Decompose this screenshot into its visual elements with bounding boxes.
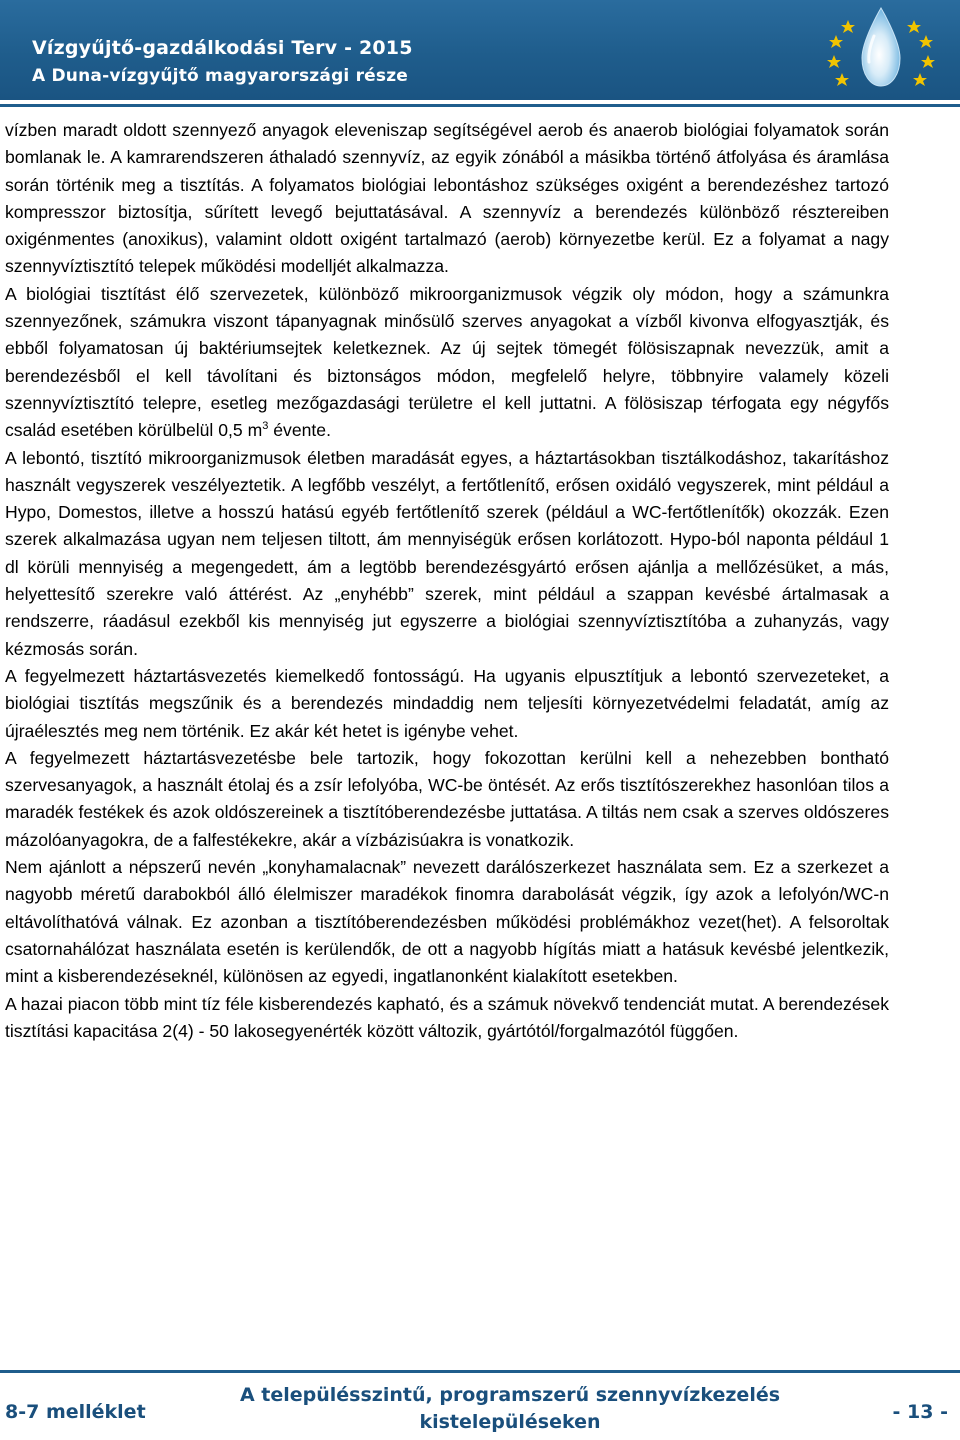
paragraph <box>5 281 889 445</box>
paragraph-text: A biológiai tisztítást élő szervezetek, különböző mikroorganizmusok végzik oly módon, hogy a számunkra szennyezőnek, számukra viszont tápanyagnak minősülő szerves anyagokat a vízből kivonva elfogyasztják, és ebből folyamatosan új baktériumsejtek keletkeznek. Az új sejtek tömegét fölösiszapnak nevezzük, amit a berendezésből el kell távolítani és biztonságos módon, megfelelő helyre, többnyire valamely közeli szennyvíztisztító telepre, esetleg mezőgazdasági területre el kell juttatni. A fölösiszap térfogata egy négyfős család esetében körülbelül 0,5 m <box>5 283 889 441</box>
paragraph: A fegyelmezett háztartásvezetésbe bele tartozik, hogy fokozottan kerülni kell a nehezebben bontható szervesanyagok, a használt étolaj és a zsír lefolyóba, WC-be öntését. Az erős tisztítószerekhez hasonlóan tilos a maradék festékek és azok oldószereinek a tisztítóberendezésbe juttatása. A tiltás nem csak a szerves oldószeres mázolóanyagokra, de a falfestékekre, akár a vízbázisúakra is vonatkozik. <box>5 747 889 850</box>
paragraph: vízben maradt oldott szennyező anyagok eleveniszap segítségével aerob és anaerob biológiai folyamatok során bomlanak le. A kamrarendszeren áthaladó szennyvíz, az egyik zónából a másikba történő átfolyása és áramlása során történik meg a tisztítás. A folyamatos biológiai lebontáshoz szükséges oxigént a berendezéshez tartozó kompresszor biztosítja, sűrített levegő bejuttatásával. A szennyvíz a berendezés különböző résztereiben oxigénmentes (anoxikus), valamint oldott oxigént tartalmazó (aerob) környezetbe kerül. Ez a folyamat a nagy szennyvíztisztító telepek működési modelljét alkalmazza. <box>5 120 889 277</box>
header-divider <box>0 104 960 107</box>
paragraph-text-end: évente. <box>268 420 331 441</box>
paragraph: A fegyelmezett háztartásvezetés kiemelkedő fontosságú. Ha ugyanis elpusztítjuk a lebontó szervezeteket, a biológiai tisztítás megszűnik és a berendezés mindaddig nem teljesíti környezetvédelmi feladatát, amíg az újraélesztés meg nem történik. Ez akár két hetet is igénybe vehet. <box>5 665 889 741</box>
footer-document-title <box>200 1382 820 1436</box>
superscript: 3 <box>262 420 269 433</box>
footer-divider <box>0 1370 960 1373</box>
page-number: - 13 - <box>892 1401 948 1423</box>
paragraph: A hazai piacon több mint tíz féle kisberendezés kapható, és a számuk növekvő tendenciát mutat. A berendezések tisztítási kapacitása 2(4) - 50 lakosegyenérték között változik, gyártótól/forgalmazótól függően. <box>5 993 889 1041</box>
footer-annex-label: 8-7 melléklet <box>5 1401 146 1423</box>
footer-title-line1: A településszintű, programszerű szennyvízkezelés <box>239 1384 781 1406</box>
header-subtitle: A Duna-vízgyűjtő magyarországi része <box>32 66 409 86</box>
footer-title-line2: kistelepüléseken <box>419 1411 601 1433</box>
eu-stars-water-drop-icon <box>808 2 948 100</box>
document-body <box>5 117 889 1045</box>
page-header <box>0 0 960 100</box>
header-title: Vízgyűjtő-gazdálkodási Terv - 2015 <box>32 37 413 59</box>
paragraph: Nem ajánlott a népszerű nevén „konyhamalacnak” nevezett darálószerkezet használata sem. Ez a szerkezet a nagyobb méretű darabokból álló élelmiszer maradékok finomra darabolását végzik, így azok a lefolyón/WC-n eltávolíthatóvá válnak. Ez azonban a tisztítóberendezésben működési problémákhoz vezet(het). A felsoroltak csatornahálózat használata esetén is kerülendők, de ott a nagyobb hígítás miatt a hatásuk kevésbé jelentkezik, mint a kisberendezéseknél, különösen az egyedi, ingatlanonként kialakított esetekben. <box>5 857 889 987</box>
paragraph: A lebontó, tisztító mikroorganizmusok életben maradását egyes, a háztartásokban tisztálkodáshoz, takarításhoz használt vegyszerek veszélyeztetik. A legfőbb veszélyt, a fertőtlenítő, erősen oxidáló vegyszerek, mint például a Hypo, Domestos, illetve a hosszú hatású egyéb fertőtlenítő szerek (például a WC-fertőtlenítők) okozzák. Ezen szerek alkalmazása ugyan nem teljesen tiltott, ám mennyiségük erősen korlátozott. Hypo-ból naponta például 1 dl körüli mennyiség a megengedett, ám a legtöbb berendezésgyártó erősen ajánlja a mellőzésüket, a más, helyettesítő szerekre való áttérést. Az „enyhébb” szerek, mint például a szappan kevésbé ártalmasak a rendszerre, ráadásul ezekből kis mennyiség jut egyszerre a biológiai szennyvíztisztítóba a zuhanyzás, vagy kézmosás során. <box>5 447 889 659</box>
